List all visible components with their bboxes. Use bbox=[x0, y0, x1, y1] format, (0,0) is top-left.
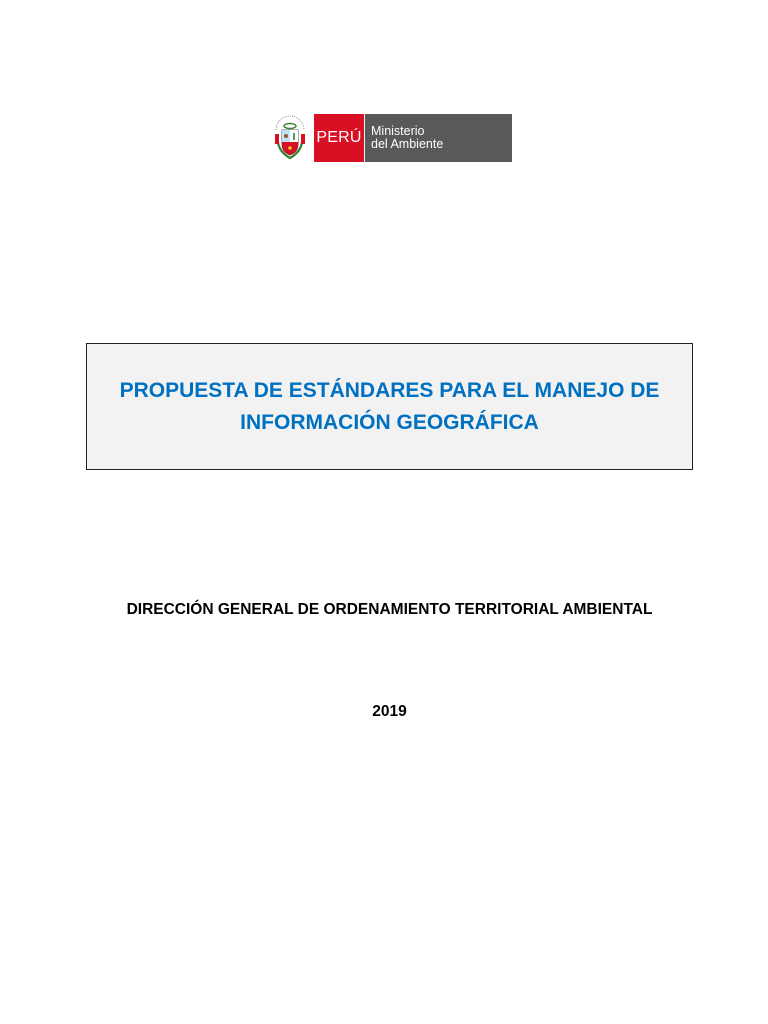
document-year: 2019 bbox=[372, 703, 407, 720]
document-title-line1: PROPUESTA DE ESTÁNDARES PARA EL MANEJO DE bbox=[119, 378, 660, 402]
document-title-line2: INFORMACIÓN GEOGRÁFICA bbox=[240, 410, 539, 434]
ministry-line1: Ministerio bbox=[371, 124, 425, 138]
ministry-label bbox=[364, 114, 512, 162]
peru-label bbox=[314, 114, 364, 162]
ministry-line2: del Ambiente bbox=[371, 137, 444, 151]
coat-of-arms-icon bbox=[270, 114, 310, 162]
ministry-logo bbox=[270, 114, 512, 162]
department-name: DIRECCIÓN GENERAL DE ORDENAMIENTO TERRITORIAL AMBIENTAL bbox=[126, 601, 653, 618]
country-name: PERÚ bbox=[316, 129, 362, 146]
title-box bbox=[86, 343, 693, 470]
